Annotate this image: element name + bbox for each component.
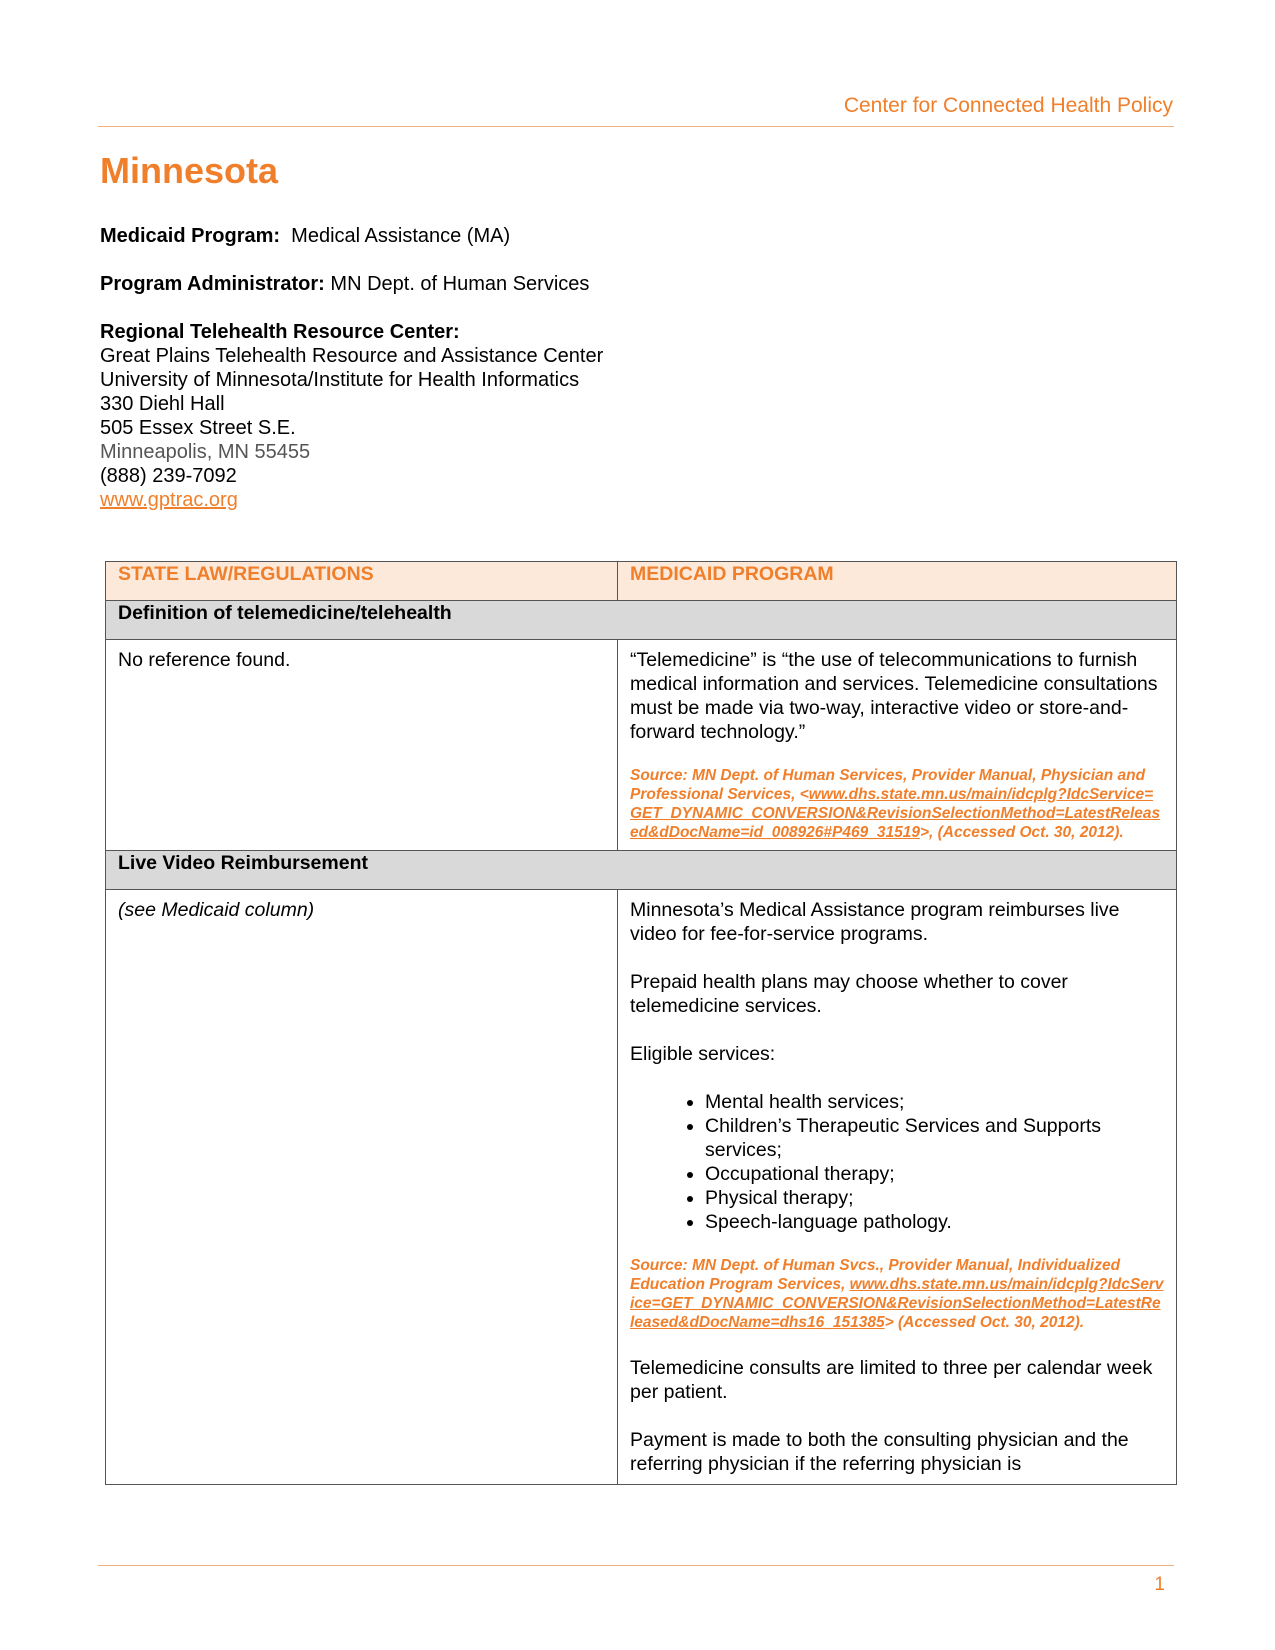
paragraph: Eligible services:: [630, 1043, 776, 1065]
document-header: Center for Connected Health Policy: [843, 94, 1173, 117]
rtrc-line: 505 Essex Street S.E.: [100, 417, 296, 439]
rtrc-line: Great Plains Telehealth Resource and Assistance Center: [100, 345, 604, 367]
section-title-live-video: Live Video Reimbursement: [106, 851, 1177, 890]
program-admin-line: [100, 272, 603, 296]
eligible-services-list: [630, 1090, 1164, 1234]
table-row: [106, 890, 1177, 1485]
table-row: [106, 640, 1177, 851]
policy-table: [105, 561, 1177, 1485]
paragraph: Prepaid health plans may choose whether to cover telemedicine services.: [630, 971, 1068, 1017]
paragraph: Telemedicine consults are limited to three per calendar week per patient.: [630, 1357, 1153, 1403]
column-header-medicaid: MEDICAID PROGRAM: [618, 562, 1177, 601]
page-title: Minnesota: [100, 150, 279, 191]
state-cell: [106, 890, 618, 1485]
medicaid-program-line: [100, 224, 603, 248]
list-item: • Physical therapy;: [705, 1186, 1164, 1210]
section-title-definition: Definition of telemedicine/telehealth: [106, 601, 1177, 640]
source-link[interactable]: www.dhs.state.mn.us/main/idcplg?IdcService=GET_DYNAMIC_CONVERSION&RevisionSelectionMethod=LatestReleased&dDocName=id_008926#P469_31519: [630, 786, 1161, 841]
paragraph: Minnesota’s Medical Assistance program reimburses live video for fee-for-service programs.: [630, 899, 1120, 945]
rtrc-line: University of Minnesota/Institute for Health Informatics: [100, 369, 580, 391]
footer-divider: [98, 1565, 1174, 1566]
medicaid-program-value: Medical Assistance (MA): [291, 225, 511, 247]
section-header-row: [106, 851, 1177, 890]
state-text: (see Medicaid column): [118, 899, 315, 921]
rtrc-label: Regional Telehealth Resource Center:: [100, 321, 460, 343]
paragraph: Payment is made to both the consulting physician and the referring physician if the referring physician is: [630, 1429, 1129, 1475]
program-info: [100, 224, 603, 512]
section-header-row: [106, 601, 1177, 640]
list-item: • Mental health services;: [705, 1090, 1164, 1114]
medicaid-cell: [618, 890, 1177, 1485]
column-header-state: STATE LAW/REGULATIONS: [106, 562, 618, 601]
source-link[interactable]: www.dhs.state.mn.us/main/idcplg?IdcService=GET_DYNAMIC_CONVERSION&RevisionSelectionMethod=LatestReleased&dDocName=dhs16_151385: [630, 1276, 1164, 1331]
list-item: • Occupational therapy;: [705, 1162, 1164, 1186]
list-item: • Speech-language pathology.: [705, 1210, 1164, 1234]
table-header-row: [106, 562, 1177, 601]
source-citation: Source: MN Dept. of Human Services, Provider Manual, Physician and Professional Services, <www.dhs.state.mn.us/main/idcplg?IdcService=GET_DYNAMIC_CONVERSION&RevisionSelectionMethod=LatestReleased&dDocName=id_008926#P469_31519>, (Accessed Oct. 30, 2012).: [630, 767, 1161, 841]
definition-text: “Telemedicine” is “the use of telecommunications to furnish medical information and services. Telemedicine consultations must be made via two-way, interactive video or store-and-forward technology.”: [630, 649, 1158, 743]
program-admin-value: MN Dept. of Human Services: [330, 273, 590, 295]
header-divider: [98, 126, 1174, 127]
rtrc-line: 330 Diehl Hall: [100, 393, 225, 415]
rtrc-website-link[interactable]: www.gptrac.org: [100, 489, 238, 511]
state-text: No reference found.: [118, 649, 291, 671]
page-number: 1: [1154, 1574, 1165, 1595]
program-admin-label: Program Administrator:: [100, 273, 325, 295]
list-item: • Children’s Therapeutic Services and Supports services;: [705, 1114, 1164, 1162]
state-cell: [106, 640, 618, 851]
rtrc-line: Minneapolis, MN 55455: [100, 441, 311, 463]
medicaid-program-label: Medicaid Program:: [100, 225, 281, 247]
source-citation: Source: MN Dept. of Human Svcs., Provider Manual, Individualized Education Program Services, www.dhs.state.mn.us/main/idcplg?IdcService=GET_DYNAMIC_CONVERSION&RevisionSelectionMethod=LatestReleased&dDocName=dhs16_151385> (Accessed Oct. 30, 2012).: [630, 1257, 1164, 1331]
rtrc-phone: (888) 239-7092: [100, 465, 237, 487]
medicaid-cell: [618, 640, 1177, 851]
